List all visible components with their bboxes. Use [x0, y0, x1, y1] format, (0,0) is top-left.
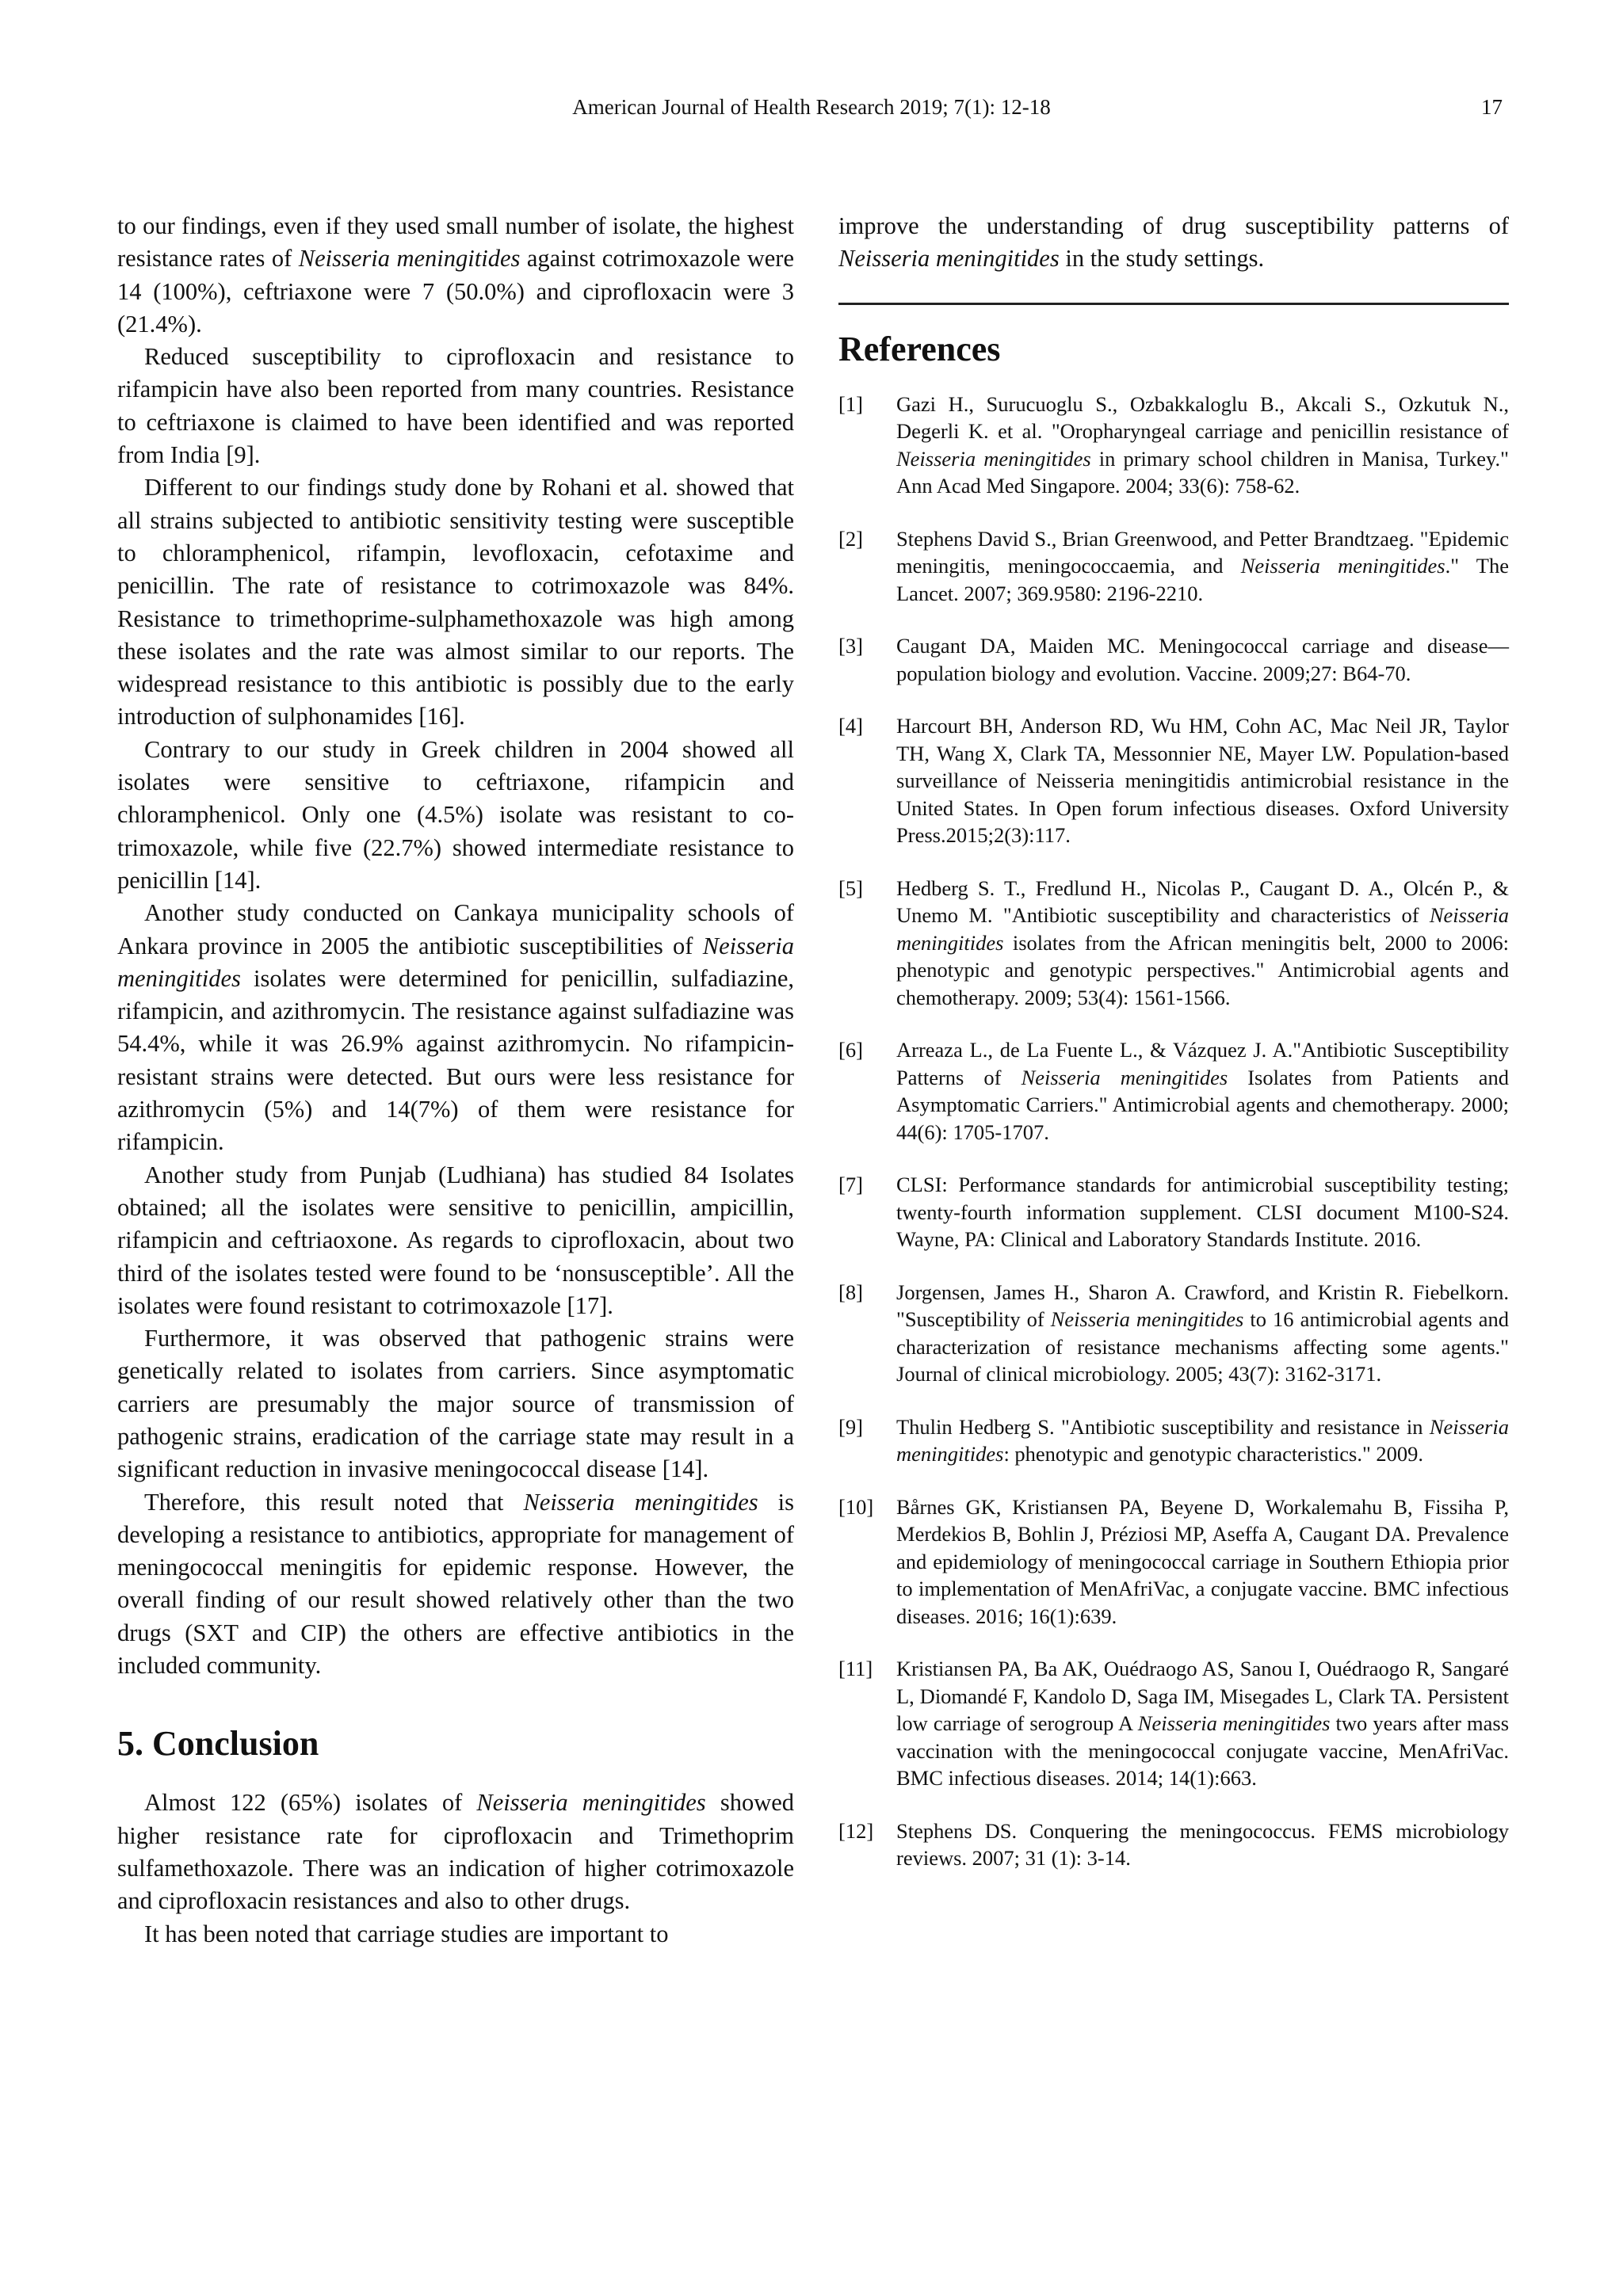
- species-name: Neisseria meningitides: [476, 1789, 706, 1817]
- reference-item: [838, 1817, 1509, 1872]
- references-heading: References: [838, 329, 1001, 368]
- reference-text: Hedberg S. T., Fredlund H., Nicolas P., Caugant D. A., Olcén P., & Unemo M. "Antibiotic susceptibility and characteristics of Neisseria meningitides isolates from the African meningitis belt, 2000 to 2006: phenotypic and genotypic perspectives." Antimicrobial agents and chemotherapy. 2009; 53(4): 1561-1566.: [896, 875, 1509, 1009]
- paragraph: [117, 1486, 794, 1683]
- reference-item: [838, 525, 1509, 608]
- species-name: Neisseria meningitides: [298, 245, 521, 273]
- reference-item: [838, 1655, 1509, 1792]
- reference-item: [838, 1171, 1509, 1253]
- reference-text: Stephens DS. Conquering the meningococcus. FEMS microbiology reviews. 2007; 31 (1): 3-14.: [896, 1818, 1509, 1871]
- reference-number: [6]: [838, 1038, 863, 1062]
- text-run: is developing a resistance to antibiotics, appropriate for management of meningococcal meningitis for epidemic response. However, the overall finding of our result showed relatively other than the two drugs (SXT and CIP) the others are effective antibiotics in the included community.: [117, 1488, 795, 1680]
- reference-number: [1]: [838, 391, 863, 416]
- reference-text: Thulin Hedberg S. "Antibiotic susceptibility and resistance in Neisseria meningitides: phenotypic and genotypic characteristics." 2009.: [896, 1414, 1509, 1466]
- reference-number: [10]: [838, 1494, 874, 1519]
- reference-number: [5]: [838, 875, 863, 900]
- reference-number: [2]: [838, 526, 863, 551]
- reference-item: [838, 875, 1509, 1012]
- reference-text: Caugant DA, Maiden MC. Meningococcal carriage and disease—population biology and evolution. Vaccine. 2009;27: B64-70.: [896, 634, 1509, 685]
- right-column: [838, 210, 1509, 1897]
- species-name: Neisseria meningitides: [117, 932, 794, 992]
- paragraph: [117, 1787, 794, 1917]
- species-name: Neisseria meningitides: [523, 1488, 758, 1516]
- text-run: against cotrimoxazole were 14 (100%), ceftriaxone were 7 (50.0%) and ciprofloxacin were 3 (21.4%).: [117, 245, 795, 338]
- text-run: Almost 122 (65%) isolates of: [144, 1789, 477, 1817]
- text-run: isolates were determined for penicillin, sulfadiazine, rifampicin, and azithromycin. The resistance against sulfadiazine was 54.4%, while it was 26.9% against azithromycin. No rifampicin-resistant strains were detected. But ours were less resistance for azithromycin (5%) and 14(7%) of them were resistance for rifampicin.: [117, 964, 794, 1156]
- reference-number: [8]: [838, 1280, 863, 1304]
- text-run: Therefore, this result noted that: [144, 1488, 524, 1516]
- reference-text: Kristiansen PA, Ba AK, Ouédraogo AS, Sanou I, Ouédraogo R, Sangaré L, Diomandé F, Kandolo D, Saga IM, Misegades L, Clark TA. Persistent low carriage of serogroup A Neisseria meningitides two years after mass vaccination with the meningococcal conjugate vaccine, MenAfriVac. BMC infectious diseases. 2014; 14(1):663.: [896, 1657, 1510, 1791]
- paragraph: Another study from Punjab (Ludhiana) has studied 84 Isolates obtained; all the isolates were sensitive to penicillin, ampicillin, rifampicin and ceftriaoxone. As regards to ciprofloxacin, about two third of the isolates tested were found to be ‘nonsusceptible’. All the isolates were found resistant to cotrimoxazole [17].: [117, 1161, 794, 1319]
- journal-citation: American Journal of Health Research 2019; 7(1): 12-18: [572, 95, 1051, 119]
- paragraph: Furthermore, it was observed that pathogenic strains were genetically related to isolates from carriers. Since asymptomatic carriers are presumably the major source of transmission of pathogenic strains, eradication of the carriage state may result in a significant reduction in invasive meningococcal disease [14].: [117, 1325, 794, 1483]
- running-header: [0, 95, 1623, 127]
- reference-number: [4]: [838, 714, 863, 738]
- reference-number: [9]: [838, 1414, 863, 1439]
- reference-item: [838, 632, 1509, 687]
- reference-item: [838, 1036, 1509, 1146]
- text-run: to our findings, even if they used small number of isolate, the highest resistance rates of: [117, 212, 794, 273]
- paragraph: [117, 897, 794, 1158]
- reference-text: Arreaza L., de La Fuente L., & Vázquez J. A."Antibiotic Susceptibility Patterns of Neisseria meningitides Isolates from Patients and Asymptomatic Carriers." Antimicrobial agents and chemotherapy. 2000; 44(6): 1705-1707.: [896, 1038, 1509, 1144]
- reference-text: Bårnes GK, Kristiansen PA, Beyene D, Workalemahu B, Fissiha P, Merdekios B, Bohlin J, Préziosi MP, Aseffa A, Caugant DA. Prevalence and epidemiology of meningococcal carriage in Southern Ethiopia prior to implementation of MenAfriVac, a conjugate vaccine. BMC infectious diseases. 2016; 16(1):639.: [896, 1494, 1509, 1628]
- paragraph: Reduced susceptibility to ciprofloxacin and resistance to rifampicin have also been reported from many countries. Resistance to ceftriaxone is claimed to have been identified and was reported from India [9].: [117, 343, 794, 469]
- reference-list: [838, 391, 1509, 1872]
- reference-text: Harcourt BH, Anderson RD, Wu HM, Cohn AC, Mac Neil JR, Taylor TH, Wang X, Clark TA, Messonnier NE, Mayer LW. Population-based surveillance of Neisseria meningitidis antimicrobial resistance in the United States. In Open forum infectious diseases. Oxford University Press.2015;2(3):117.: [896, 714, 1509, 848]
- reference-item: [838, 712, 1509, 849]
- text-run: in the study settings.: [1059, 245, 1265, 273]
- reference-text: CLSI: Performance standards for antimicrobial susceptibility testing; twenty-fourth information supplement. CLSI document M100-S24. Wayne, PA: Clinical and Laboratory Standards Institute. 2016.: [896, 1173, 1509, 1252]
- reference-text: Stephens David S., Brian Greenwood, and Petter Brandtzaeg. "Epidemic meningitis, meningococcaemia, and Neisseria meningitides." The Lancet. 2007; 369.9580: 2196-2210.: [896, 526, 1509, 605]
- paragraph: [838, 210, 1509, 276]
- reference-item: [838, 1413, 1509, 1468]
- reference-item: [838, 1493, 1509, 1630]
- conclusion-heading: 5. Conclusion: [117, 1724, 319, 1764]
- reference-number: [7]: [838, 1173, 863, 1197]
- reference-item: [838, 391, 1509, 500]
- left-column: [117, 210, 794, 1951]
- section-divider: [838, 303, 1509, 305]
- page-number: 17: [1481, 95, 1503, 119]
- paragraph: It has been noted that carriage studies are important to: [144, 1920, 669, 1947]
- reference-number: [3]: [838, 634, 863, 658]
- reference-item: [838, 1279, 1509, 1388]
- paragraph: Contrary to our study in Greek children in 2004 showed all isolates were sensitive to ceftriaxone, rifampicin and chloramphenicol. Only one (4.5%) isolate was resistant to co-trimoxazole, while five (22.7%) showed intermediate resistance to penicillin [14].: [117, 735, 794, 894]
- text-run: showed higher resistance rate for ciprofloxacin and Trimethoprim sulfamethoxazole. There was an indication of higher cotrimoxazole and ciprofloxacin resistances and also to other drugs.: [117, 1789, 795, 1915]
- reference-text: Jorgensen, James H., Sharon A. Crawford, and Kristin R. Fiebelkorn. "Susceptibility of Neisseria meningitides to 16 antimicrobial agents and characterization of resistance mechanisms affecting some agents." Journal of clinical microbiology. 2005; 43(7): 3162-3171.: [896, 1280, 1509, 1386]
- reference-number: [11]: [838, 1657, 873, 1681]
- text-run: Another study conducted on Cankaya municipality schools of Ankara province in 2005 the antibiotic susceptibilities of: [117, 899, 794, 959]
- reference-number: [12]: [838, 1818, 874, 1843]
- text-run: improve the understanding of drug susceptibility patterns of: [838, 212, 1509, 239]
- reference-text: Gazi H., Surucuoglu S., Ozbakkaloglu B., Akcali S., Ozkutuk N., Degerli K. et al. "Oropharyngeal carriage and penicillin resistance of Neisseria meningitides in primary school children in Manisa, Turkey." Ann Acad Med Singapore. 2004; 33(6): 758-62.: [896, 391, 1509, 498]
- species-name: Neisseria meningitides: [838, 245, 1060, 273]
- paragraph: [117, 210, 794, 341]
- paragraph: Different to our findings study done by Rohani et al. showed that all strains subjected to antibiotic sensitivity testing were susceptible to chloramphenicol, rifampin, levofloxacin, cefotaxime and penicillin. The rate of resistance to cotrimoxazole was 84%. Resistance to trimethoprime-sulphamethoxazole was high among these isolates and the rate was almost similar to our reports. The widespread resistance to this antibiotic is possibly due to the early introduction of sulphonamides [16].: [117, 474, 794, 730]
